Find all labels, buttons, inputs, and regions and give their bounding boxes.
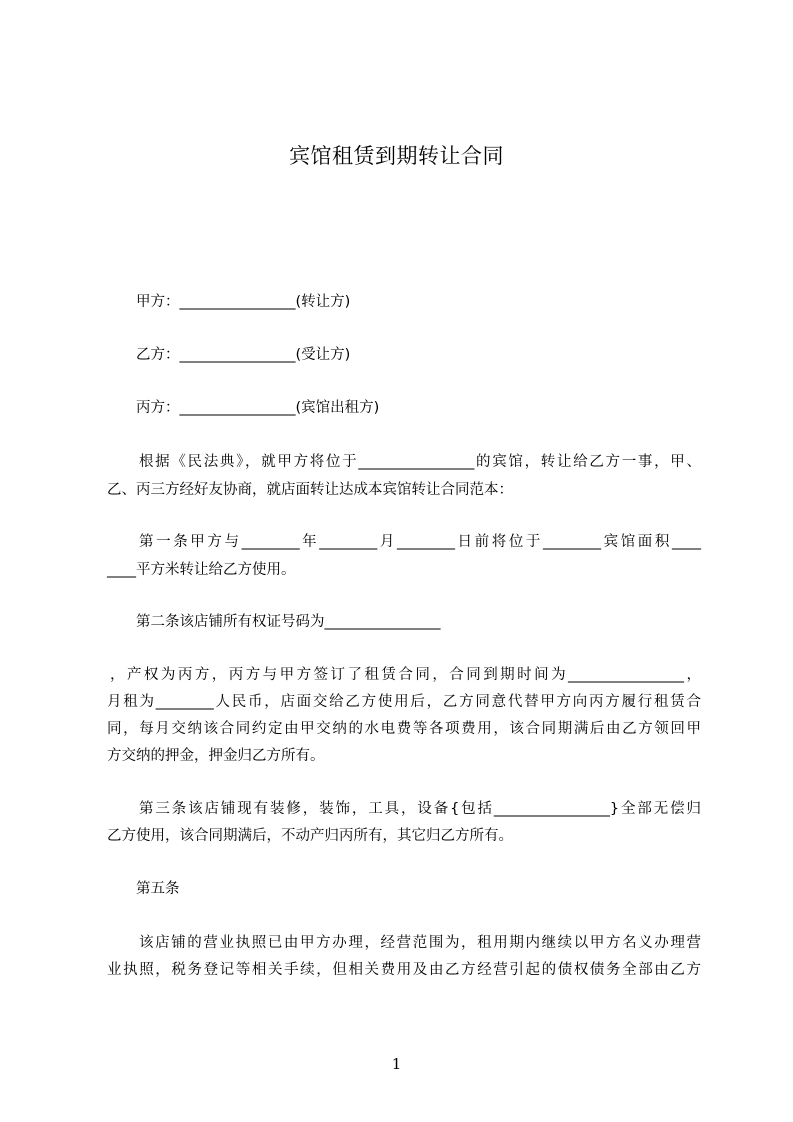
article-2-line: 第二条该店铺所有权证号码为________________	[136, 614, 441, 630]
preamble-line-1: 根据《民法典》，就甲方将位于________________的宾馆，转让给乙方一事，甲、	[139, 454, 701, 470]
document-title: 宾馆租赁到期转让合同	[289, 144, 504, 168]
preamble-line-2: 乙、丙三方经好友协商，就店面转让达成本宾馆转让合同范本：	[107, 482, 513, 498]
article-2-para-line-1: ，产权为丙方，丙方与甲方签订了租赁合同，合同到期时间为________________，	[110, 667, 701, 683]
article-5-line-2: 业执照，税务登记等相关手续，但相关费用及由乙方经营引起的债权债务全部由乙方	[107, 962, 701, 978]
party-c-line: 丙方：________________(宾馆出租方)	[136, 400, 380, 416]
article-1-line-2: ____平方米转让给乙方使用。	[107, 562, 296, 578]
article-3-line-1: 第三条该店铺现有装修，装饰，工具，设备{包括________________}全部无偿归	[139, 801, 701, 817]
article-1-line-1: 第一条甲方与________年________月________日前将位于________宾馆面积____	[139, 534, 701, 550]
article-2-para-line-3: 同，每月交纳该合同约定由甲交纳的水电费等各项费用，该合同期满后由乙方领回甲	[107, 721, 701, 737]
article-2-para-line-4: 方交纳的押金，押金归乙方所有。	[107, 748, 325, 764]
article-3-line-2: 乙方使用，该合同期满后，不动产归丙所有，其它归乙方所有。	[107, 828, 513, 844]
article-2-para-line-2: 月租为________人民币，店面交给乙方使用后，乙方同意代替甲方向丙方履行租赁合	[107, 694, 701, 710]
article-5-heading: 第五条	[136, 881, 180, 897]
page-number: 1	[391, 1055, 402, 1073]
party-a-line: 甲方：________________(转让方)	[136, 294, 351, 310]
article-5-line-1: 该店铺的营业执照已由甲方办理，经营范围为，租用期内继续以甲方名义办理营	[139, 935, 701, 951]
party-b-line: 乙方：________________(受让方)	[136, 347, 351, 363]
